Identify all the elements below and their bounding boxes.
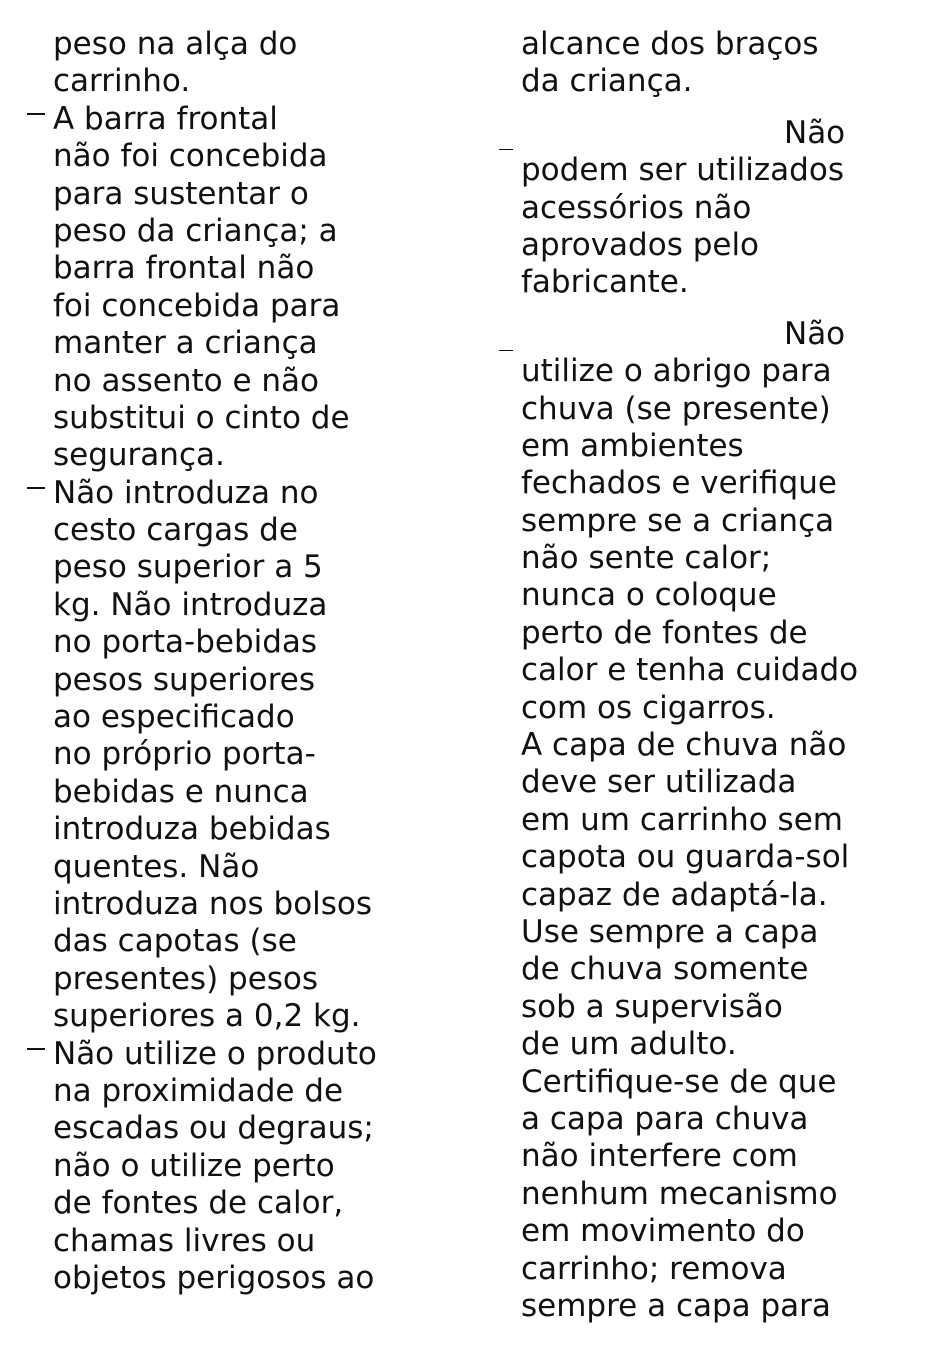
dash-bullet: [27, 1048, 45, 1050]
text-line: substitui o cinto de: [53, 399, 350, 436]
text-line: superiores a 0,2 kg.: [53, 998, 361, 1035]
text-line: com os cigarros.: [521, 689, 776, 726]
text-line: sempre se a criança: [521, 502, 835, 539]
dash-bullet: [27, 113, 45, 115]
text-line: a capa para chuva: [521, 1100, 809, 1137]
text-line: carrinho.: [53, 63, 191, 100]
text-line: barra frontal não: [53, 250, 315, 287]
right-column: [521, 26, 941, 1325]
warning-item: [53, 475, 453, 1036]
text-line: presentes) pesos: [53, 960, 319, 997]
text-line: em um carrinho sem: [521, 801, 843, 838]
text-line: não o utilize perto: [53, 1147, 335, 1184]
text-line: cesto cargas de: [53, 512, 298, 549]
text-line: das capotas (se: [53, 923, 297, 960]
text-line: pesos superiores: [53, 661, 316, 698]
dash-bullet: [499, 149, 513, 151]
text-line: fechados e verifique: [521, 465, 837, 502]
text-line: objetos perigosos ao: [53, 1259, 375, 1296]
text-line: perto de fontes de: [521, 614, 808, 651]
text-line: foi concebida para: [53, 287, 341, 324]
text-line: Não utilize o produto: [53, 1035, 377, 1072]
text-line: nenhum mecanismo: [521, 1175, 838, 1212]
text-line: de fontes de calor,: [53, 1185, 344, 1222]
text-line: sempre a capa para: [521, 1287, 831, 1324]
text-line: Não introduza no: [53, 474, 319, 511]
warning-item: [53, 101, 453, 475]
text-line: introduza nos bolsos: [53, 885, 373, 922]
text-line: chamas livres ou: [53, 1222, 316, 1259]
text-line: Certifique-se de que: [521, 1063, 837, 1100]
text-line: de um adulto.: [521, 1026, 737, 1063]
text-line: peso na alça do: [53, 26, 298, 62]
spacer: [521, 101, 941, 115]
text-line: chuva (se presente): [521, 390, 831, 427]
text-line: Use sempre a capa: [521, 913, 819, 950]
text-line: peso superior a 5: [53, 549, 323, 586]
dash-bullet: [27, 487, 45, 489]
text-line: para sustentar o: [53, 175, 309, 212]
text-line: A capa de chuva não: [521, 727, 847, 764]
text-line: utilize o abrigo para: [521, 353, 832, 390]
text-line: capaz de adaptá-la.: [521, 876, 828, 913]
dash-bullet: [499, 350, 513, 352]
text-line: escadas ou degraus;: [53, 1110, 374, 1147]
spacer: [521, 302, 941, 316]
text-line: ao especificado: [53, 699, 295, 736]
text-line: na proximidade de: [53, 1072, 344, 1109]
warning-item: [521, 316, 941, 1326]
text-line: no porta-bebidas: [53, 624, 318, 661]
text-line: aprovados pelo: [521, 226, 760, 263]
left-column: [53, 26, 453, 1297]
text-line: em ambientes: [521, 427, 744, 464]
text-line: calor e tenha cuidado: [521, 652, 859, 689]
warning-item: [521, 115, 941, 302]
text-line: nunca o coloque: [521, 577, 777, 614]
warning-heading: Não: [784, 114, 846, 151]
text-line: não sente calor;: [521, 540, 772, 577]
text-line: fabricante.: [521, 264, 689, 301]
text-line: no próprio porta-: [53, 736, 316, 773]
text-line: não interfere com: [521, 1138, 798, 1175]
text-line: de chuva somente: [521, 951, 809, 988]
text-line: não foi concebida: [53, 138, 328, 175]
text-line: alcance dos braços: [521, 26, 819, 62]
text-line: no assento e não: [53, 362, 319, 399]
text-line: em movimento do: [521, 1213, 805, 1250]
text-line: da criança.: [521, 63, 693, 100]
text-line: bebidas e nunca: [53, 773, 309, 810]
text-line: carrinho; remova: [521, 1250, 787, 1287]
warning-heading: Não: [784, 315, 846, 352]
text-line: deve ser utilizada: [521, 764, 797, 801]
text-line: segurança.: [53, 437, 225, 474]
text-line: sob a supervisão: [521, 988, 783, 1025]
text-line: A barra frontal: [53, 100, 278, 137]
text-line: manter a criança: [53, 325, 318, 362]
text-line: kg. Não introduza: [53, 586, 328, 623]
text-line: podem ser utilizados: [521, 152, 844, 189]
text-line: introduza bebidas: [53, 811, 331, 848]
warning-item: [53, 1036, 453, 1298]
text-line: capota ou guarda-sol: [521, 839, 850, 876]
text-line: peso da criança; a: [53, 212, 338, 249]
text-line: acessórios não: [521, 189, 752, 226]
text-line: quentes. Não: [53, 848, 260, 885]
